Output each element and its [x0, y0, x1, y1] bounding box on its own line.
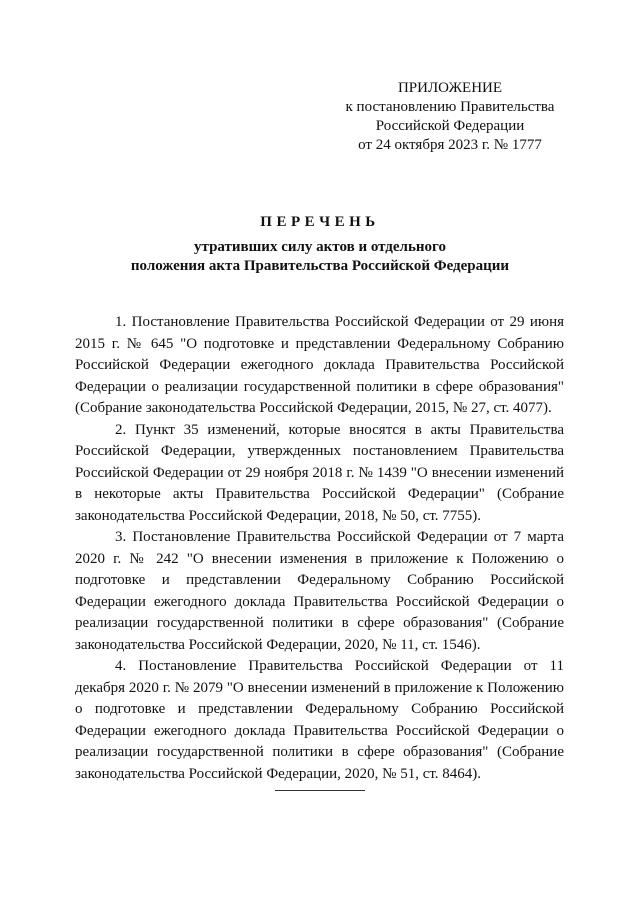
appendix-authority: Российской Федерации [375, 118, 525, 134]
subtitle-line-1: утративших силу актов и отдельного [194, 239, 446, 255]
document-title: ПЕРЕЧЕНЬ [260, 214, 380, 230]
appendix-date-number: от 24 октября 2023 г. № 1777 [358, 137, 542, 153]
list-item-4: 4. Постановление Правительства Российской Федерации от 11 декабря 2020 г. № 2079 "О внесении изменений в приложение к Положению о подготовке и представлении Федеральному Собранию Российской Федерации ежегодного доклада Правительства Российской Федерации о реализации государственной политики в сфере образования" (Собрание законодательства Российской Федерации, 2020, № 51, ст. 8464). [75, 658, 564, 782]
appendix-header [330, 79, 570, 155]
appendix-reference: к постановлению Правительства [345, 99, 555, 115]
subtitle-line-2: положения акта Правительства Российской Федерации [130, 258, 510, 274]
appendix-label: ПРИЛОЖЕНИЕ [397, 80, 503, 96]
list-item-3: 3. Постановление Правительства Российской Федерации от 7 марта 2020 г. № 242 "О внесении изменения в приложение к Положению о подготовке и представлении Федеральному Собранию Российской Федерации ежегодного доклада Правительства Российской Федерации о реализации государственной политики в сфере образования" (Собрание законодательства Российской Федерации, 2020, № 11, ст. 1546). [75, 529, 564, 653]
list-item-1: 1. Постановление Правительства Российской Федерации от 29 июня 2015 г. № 645 "О подготовке и представлении Федеральному Собранию Российской Федерации ежегодного доклада Правительства Российской Федерации о реализации государственной политики в сфере образования" (Собрание законодательства Российской Федерации, 2015, № 27, ст. 4077). [75, 314, 564, 416]
document-body [75, 312, 564, 785]
list-item-2: 2. Пункт 35 изменений, которые вносятся в акты Правительства Российской Федерации, утвержденных постановлением Правительства Российской Федерации от 29 ноября 2018 г. № 1439 "О внесении изменений в некоторые акты Правительства Российской Федерации" (Собрание законодательства Российской Федерации, 2018, № 50, ст. 7755). [75, 421, 564, 524]
document-subtitle [0, 238, 640, 276]
end-divider [275, 790, 365, 791]
